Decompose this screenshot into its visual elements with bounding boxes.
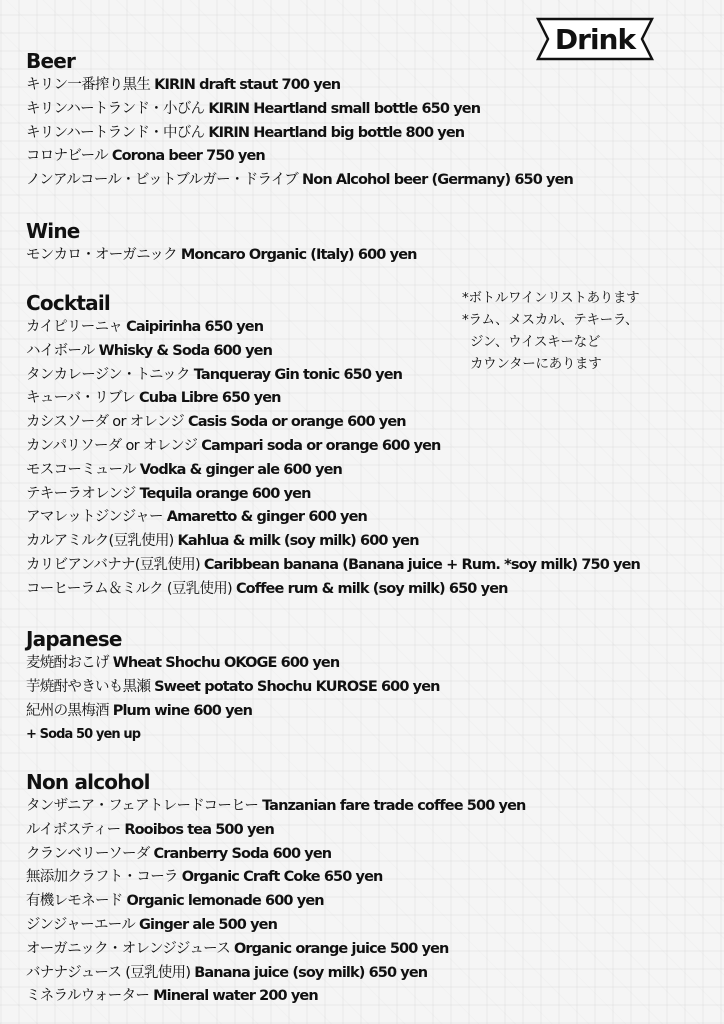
menu-item [26,435,640,459]
item-jp: ジンジャーエール [26,916,136,933]
item-en: Caribbean banana (Banana juice + Rum. *soy milk) 750 yen [203,556,640,573]
item-jp: 芋焼酎やきいも黒瀬 [26,678,151,695]
item-en: Rooibos tea 500 yen [124,821,274,838]
item-en: Caipirinha 650 yen [126,319,264,335]
item-en: Cranberry Soda 600 yen [153,845,332,862]
menu-item [26,98,573,122]
drink-title: Drink [554,22,636,56]
menu-item [26,962,525,986]
item-en: Cuba Libre 650 yen [139,390,281,407]
menu-item [26,244,417,268]
menu-item [26,843,525,867]
menu-item [26,483,640,507]
item-en: Mineral water 200 yen [153,988,318,1005]
item-jp: キリン一番搾り黒生 [26,77,151,93]
menu-item [26,652,440,676]
item-jp: ルイボスティー [26,821,121,838]
item-en: Wheat Shochu OKOGE 600 yen [112,655,340,671]
item-jp: 麦焼酎おこげ [26,655,109,671]
item-en: Casis Soda or orange 600 yen [188,414,406,431]
item-en: KIRIN draft staut 700 yen [154,77,341,93]
section-heading-nonalcohol: Non alcohol [26,770,150,794]
item-en: Organic orange juice 500 yen [233,940,449,957]
item-en: Corona beer 750 yen [111,148,265,165]
item-en: KIRIN Heartland small bottle 650 yen [208,100,481,117]
item-jp: カンパリソーダ or オレンジ [26,437,198,454]
menu-item [26,122,573,146]
item-en: Banana juice (soy milk) 650 yen [194,964,428,981]
item-jp: 無添加クラフト・コーラ [26,869,178,886]
menu-item [26,795,525,819]
item-en: Tequila orange 600 yen [139,485,311,502]
item-en: + Soda 50 yen up [26,727,141,743]
item-en: Amaretto & ginger 600 yen [166,509,367,526]
menu-item [26,723,440,747]
section-heading-cocktail: Cocktail [26,291,110,315]
item-jp: ミネラルウォーター [26,988,150,1005]
item-en: Moncaro Organic (Italy) 600 yen [180,247,417,263]
section-heading-wine: Wine [26,219,80,243]
item-en: Coffee rum & milk (soy milk) 650 yen [235,580,508,597]
menu-item [26,506,640,530]
item-jp: ノンアルコール・ビットブルガー・ドライブ [26,172,299,189]
item-jp: カリビアンバナナ(豆乳使用) [26,556,200,573]
section-heading-beer: Beer [26,49,76,73]
section-wine [26,218,417,268]
menu-item [26,938,525,962]
item-jp: キリンハートランド・小びん [26,100,205,117]
item-jp: モスコーミュール [26,461,136,478]
item-jp: モンカロ・オーガニック [26,247,177,263]
item-en: Organic Craft Coke 650 yen [181,869,383,886]
item-jp: オーガニック・オレンジジュース [26,940,231,957]
section-heading-japanese: Japanese [26,627,122,651]
item-en: Whisky & Soda 600 yen [98,342,273,359]
item-jp: 紀州の黒梅酒 [26,702,109,719]
side-note: *ボトルワインリストあります *ラム、メスカル、テキーラ、 ジン、ウイスキーなど カウンターにあります [462,290,640,372]
item-jp: タンカレージン・トニック [26,366,190,383]
menu-item [26,74,573,98]
item-jp: テキーラオレンジ [26,485,136,502]
item-en: Non Alcohol beer (Germany) 650 yen [302,172,573,189]
menu-item [26,700,440,724]
menu-item [26,387,640,411]
item-en: Vodka & ginger ale 600 yen [139,461,342,478]
menu-item [26,890,525,914]
item-jp: カルアミルク(豆乳使用) [26,533,174,550]
item-en: Organic lemonade 600 yen [126,893,324,910]
item-jp: バナナジュース (豆乳使用) [26,964,191,981]
menu-item [26,676,440,700]
menu-item [26,819,525,843]
section-beer [26,48,573,193]
menu-item [26,411,640,435]
menu-item [26,169,573,193]
item-en: Campari soda or orange 600 yen [201,437,441,454]
menu-item [26,985,525,1009]
item-jp: ハイボール [26,342,95,359]
item-en: Tanzanian fare trade coffee 500 yen [262,798,526,814]
section-japanese [26,626,440,747]
item-jp: キリンハートランド・中びん [26,124,205,141]
item-jp: コロナビール [26,148,108,165]
menu-item [26,578,640,602]
menu-item [26,866,525,890]
item-jp: カイピリーニャ [26,319,123,335]
item-jp: アマレットジンジャー [26,509,163,526]
menu-item [26,459,640,483]
item-jp: タンザニア・フェアトレードコーヒー [26,798,259,814]
menu-item [26,554,640,578]
item-jp: クランベリーソーダ [26,845,150,862]
item-en: Tanqueray Gin tonic 650 yen [193,366,403,383]
section-nonalcohol [26,769,525,1009]
item-jp: カシスソーダ or オレンジ [26,414,185,431]
item-jp: キューバ・リブレ [26,390,136,407]
item-jp: コーヒーラム＆ミルク (豆乳使用) [26,580,233,597]
item-jp: 有機レモネード [26,893,123,910]
item-en: Kahlua & milk (soy milk) 600 yen [177,533,419,550]
item-en: Plum wine 600 yen [112,702,253,719]
menu-item [26,530,640,554]
item-en: Ginger ale 500 yen [139,916,278,933]
item-en: KIRIN Heartland big bottle 800 yen [208,124,465,141]
menu-item [26,145,573,169]
item-en: Sweet potato Shochu KUROSE 600 yen [154,678,440,695]
menu-item [26,914,525,938]
